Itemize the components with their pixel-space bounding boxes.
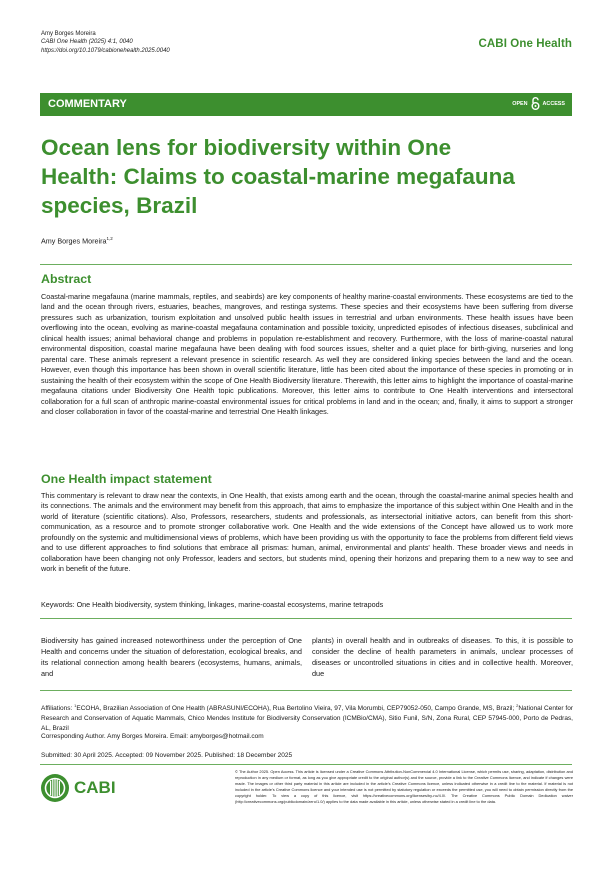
body-columns [41,635,573,679]
divider [40,264,572,265]
title-line: Health: Claims to coastal-marine megafauna [41,164,515,189]
title-line: Ocean lens for biodiversity within One [41,135,452,160]
meta-author: Amy Borges Moreira [41,31,96,37]
cabi-logo-icon [40,773,70,803]
article-title [41,133,551,220]
article-meta [41,30,170,55]
affiliations [41,701,573,733]
keywords [41,600,383,609]
abstract-text: Coastal-marine megafauna (marine mammals, reptiles, and seabirds) are key components of healthy marine-coastal environments. These ecosystems are tied to the land and the ocean through rivers, estuaries, beaches, mangroves, and restinga systems. These species and their ecosystems have been suffering from diverse pressures such as urbanization, tourism exploitation and unsolved public health issues in terrestrial and urban environments. These health issues have been overflowing into the ocean, evolving as marine-coastal megafauna contamination and possible toxicity, unpredicted episodes of infectious diseases, subclinical and clinical health issues; animal behavioral change and problems in population re-establishment and recovery. Furthermore, with the loss of marine-coastal natural environmental disposition, coastal marine megafauna have been dealing with food sources issues, shelter and a quiet place for birth-giving, nurseries and long parental care. These animals represent a relevant presence in scientific research. As well they are considered linking species between the land and the ocean. However, even though this importance has been shown in overall scientific literature, little has been cited about the importance of these species in promoting or in sustaining the health of their ecosystem within the scope of One Health Biodiversity literature. Therewith, this letter aims to highlight the importance of coastal-marine megafauna citations under Biodiversity One Health topic publications. Moreover, this letter aims to contribute to One Health interventions and intersectoral collaboration for a full scan of anthropic marine-coastal environmental issues for critical problems in land and in the ocean; and, finally, it aims to support a stronger and closer collaboration in favor of the coastal-marine and terrestrial One Health linkages. [41,292,573,416]
open-access-badge [512,97,565,110]
divider [40,690,572,691]
body-column-left: Biodiversity has gained increased noteworthiness under the perception of One Health and concerns under the situation of deforestation, ecological breaks, and its relational connection among health bearers (ecosystems, humans, animals, and [41,636,302,678]
open-access-left: OPEN [512,100,528,107]
open-lock-icon [531,97,540,110]
body-column-right: plants) in overall health and in outbreaks of diseases. To this, it is possible to consider the decline of health parameters in animals, unclear processes of diseases or uncontrolled situations in cities and in collective health. Moreover, due [312,636,573,678]
keywords-label: Keywords: [41,600,75,609]
cabi-logo-word: CABI [74,777,116,797]
open-access-right: ACCESS [542,100,565,107]
impact-heading: One Health impact statement [41,472,212,486]
corresponding-author: Corresponding Author. Amy Borges Moreira. Email: amyborges@hotmail.com [41,733,264,740]
affil-text: ECOHA, Brazilian Association of One Health (ABRASUNI/ECOHA), Rua Bertolino Vieira, 97, Vila Morumbi, CEP79052-050, Campo Grande, MS, Brazil; [76,705,515,713]
abstract-heading: Abstract [41,272,92,286]
title-line: species, Brazil [41,193,198,218]
meta-doi-link[interactable]: https://doi.org/10.1079/cabionehealth.2025.0040 [41,47,170,54]
affiliations-label: Affiliations: [41,705,73,713]
author-name: Amy Borges Moreira [41,236,107,246]
article-type-banner [40,93,572,116]
divider [40,618,572,619]
affil-sup: 2 [516,703,519,708]
cabi-logo [40,772,122,803]
meta-journal: CABI One Health (2025) 4:1, 0040 [41,39,133,46]
divider [40,764,572,765]
license-text: © The Author 2025. Open Access. This article is licensed under a Creative Commons Attribution-NonCommercial 4.0 International License, which permits use, sharing, adaptation, distribution and reproduction in any medium or format, as long as you give appropriate credit to the original author(s) and the source, provide a link to the Creative Commons licence, and indicate if changes were made. The images or other third party material in this article are included in the article's Creative Commons licence, unless indicated otherwise in a credit line to the material. If material is not included in the article's Creative Commons licence and your intended use is not permitted by statutory regulation or exceeds the permitted use, you will need to obtain permission directly from the copyright holder. To view a copy of this licence, visit https://creativecommons.org/licenses/by-nc/4.0/. The Creative Commons Public Domain Dedication waiver (http://creativecommons.org/publicdomain/zero/1.0/) applies to the data made available in this article, unless otherwise stated in a credit line to the data. [235,769,573,805]
keywords-text: One Health biodiversity, system thinking, linkages, marine-coastal ecosystems, marine tetrapods [76,600,384,609]
author-affil-sup: 1,2 [106,236,113,241]
impact-text: This commentary is relevant to draw near the contexts, in One Health, that exists among earth and the ocean, through the coastal-marine animal species health and its connections. The animals and the environment may benefit from this approach, that aims to emphasize the importance of this subject within One Health and in the world of literature (scientific citations). Also, Professors, researchers, students and professionals, as intersectorial initiative actors, can benefit from this short-communication, as a resource and to promote stronger collaborative work. One Health and the wide extensions of the Concept have allowed us to work more profoundly on the systemic and multidimensional views of problems, which have been providing us with the opportunity to face the problems from different field views and to use different approaches to find solutions that embrace all prismas: human, animal, environmental and plants' health. These broader views and needs in collaboration have been changing not only Professor, leaders and sectors, but students mind, opening their horizons and preparing them to a new way to see and work in benefit of the future. [41,491,573,574]
article-type-label: COMMENTARY [48,98,127,110]
author-byline [41,236,113,245]
affil-sup: 1 [74,703,77,708]
affil-text: National Center for Research and Conservation of Aquatic Mammals, Chico Mendes Institute for Biodiversity Conservation (ICMBio/CMA), Sitio Funil, S/N, Zona Rural, CEP 57945-000, Porto de Pedras, AL, Brazil [41,705,573,732]
publication-dates: Submitted: 30 April 2025. Accepted: 09 November 2025. Published: 18 December 2025 [41,752,293,759]
journal-brand: CABI One Health [478,38,572,50]
